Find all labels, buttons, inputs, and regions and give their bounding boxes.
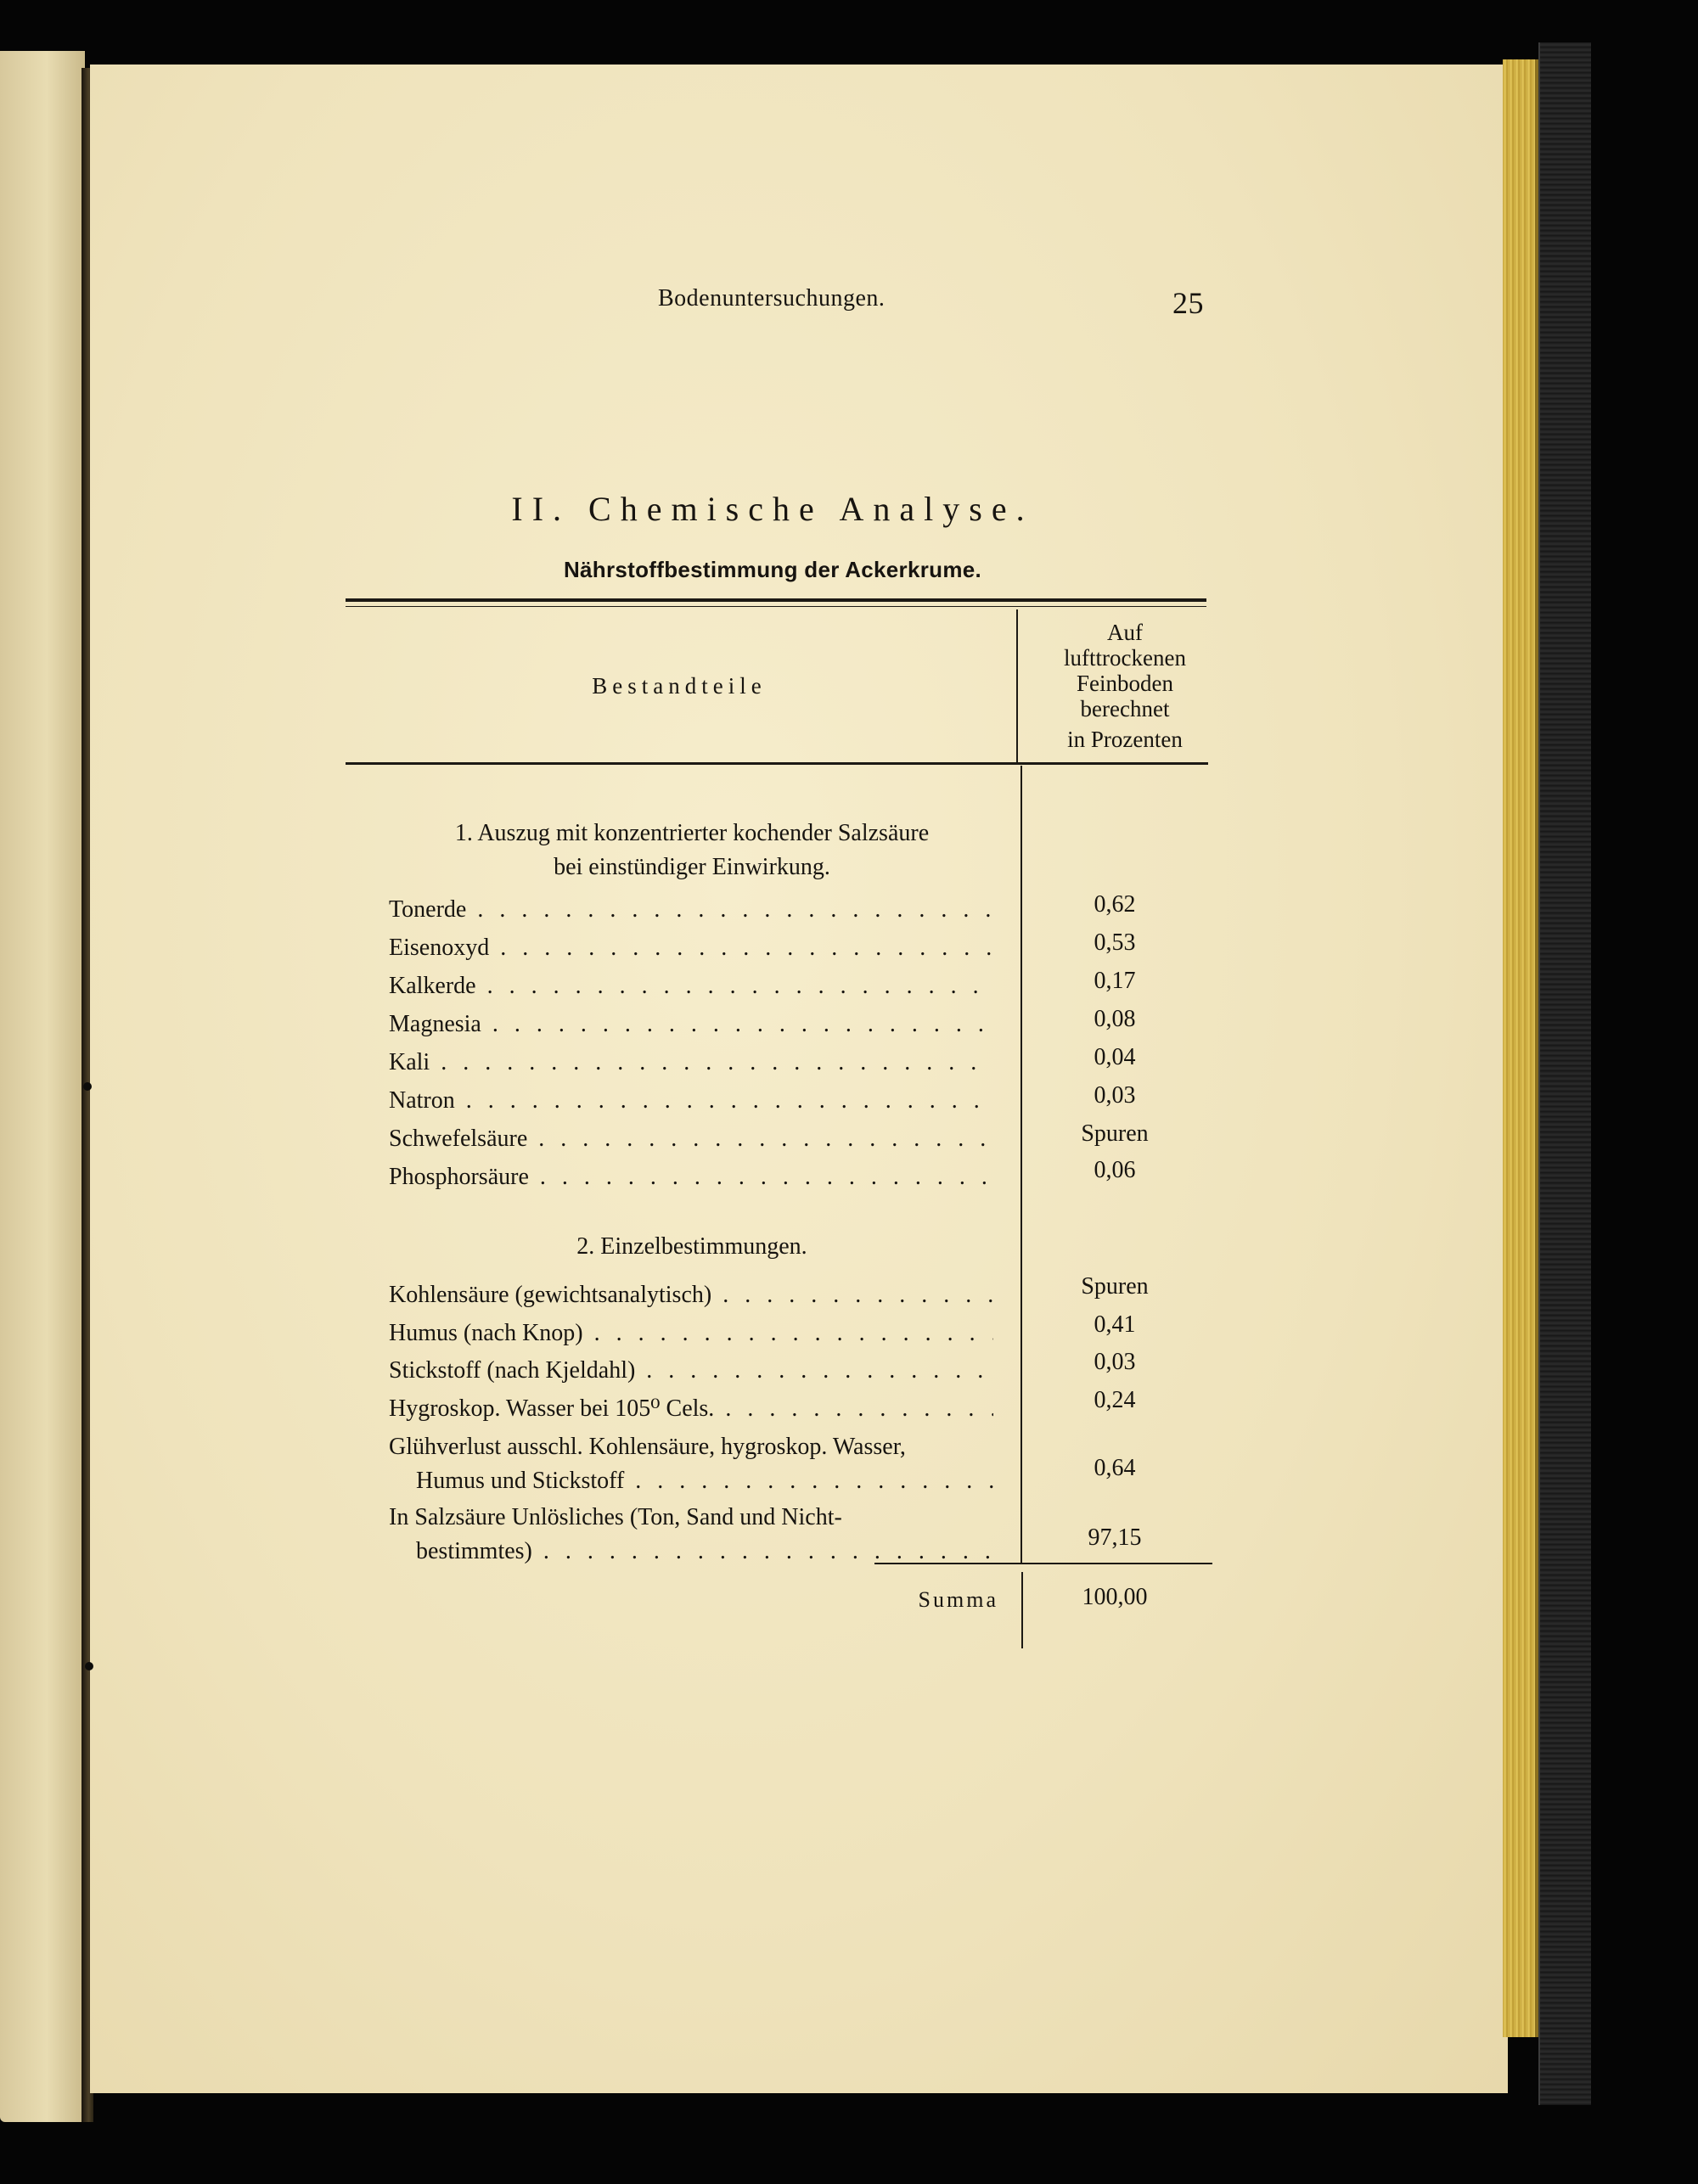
page-block-edges [1503, 59, 1538, 2037]
table-row [389, 1046, 993, 1080]
table-top-rule-thin [346, 606, 1206, 607]
section2-heading: 2. Einzelbestimmungen. [576, 1233, 807, 1260]
row-value: Spuren [1081, 1120, 1149, 1147]
header-bottom-rule [346, 762, 1208, 765]
column-header-bestandteile: Bestandteile [592, 673, 767, 699]
left-page-edge [0, 51, 85, 2122]
table-row [389, 1392, 993, 1426]
table-row [389, 969, 993, 1003]
section1-heading-line: bei einstündiger Einwirkung. [554, 854, 830, 880]
row-value: 0,17 [1094, 968, 1136, 994]
page-number: 25 [1172, 286, 1204, 320]
table-row [389, 1122, 993, 1156]
table-row [389, 1501, 993, 1535]
column-header-line: Auf [1107, 620, 1143, 645]
row-value: 0,03 [1094, 1082, 1136, 1109]
table-row [389, 1278, 993, 1312]
row-value: 0,62 [1094, 891, 1136, 918]
row-value: 97,15 [1088, 1524, 1142, 1551]
row-label: bestimmtes) . . . [389, 1535, 993, 1569]
row-value: 0,53 [1094, 929, 1136, 956]
row-value: 0,64 [1094, 1455, 1136, 1481]
row-label: Glühverlust ausschl. Kohlensäure, hygroskop. Wasser, [389, 1434, 906, 1460]
row-label: Kohlensäure (gewichtsanalytisch) . . . [389, 1278, 993, 1312]
section-title: II. Chemische Analyse. [511, 490, 1034, 528]
row-value: 0,08 [1094, 1006, 1136, 1032]
column-header-percent [1023, 620, 1227, 752]
column-header-line: lufttrockenen [1064, 645, 1186, 671]
row-label: Tonerde . . . [389, 893, 993, 927]
row-value: 0,06 [1094, 1157, 1136, 1183]
row-label: Eisenoxyd . . . [389, 931, 993, 965]
body-column-divider [1020, 766, 1022, 1564]
table-row [389, 1317, 993, 1350]
column-header-line: in Prozenten [1067, 727, 1183, 752]
table-row [389, 1008, 993, 1041]
row-value: 0,04 [1094, 1044, 1136, 1070]
row-label: Natron . . . [389, 1084, 993, 1118]
binding-thread [83, 1082, 92, 1091]
row-label: Hygroskop. Wasser bei 105⁰ Cels. . . . [389, 1392, 993, 1426]
binding-thread [85, 1662, 93, 1670]
table-row-continuation [389, 1535, 993, 1569]
row-label: Schwefelsäure . . . [389, 1122, 993, 1156]
table-subtitle: Nährstoffbestimmung der Ackerkrume. [563, 557, 982, 582]
table-row [389, 1354, 993, 1388]
column-header-line: berechnet [1080, 696, 1170, 721]
running-title: Bodenuntersuchungen. [658, 285, 886, 312]
table-row [389, 1430, 993, 1464]
row-value: 0,03 [1094, 1349, 1136, 1375]
section1-heading-line: 1. Auszug mit konzentrierter kochender Salzsäure [454, 820, 930, 846]
table-row [389, 1084, 993, 1118]
table-row-continuation [389, 1464, 993, 1498]
row-value: 0,24 [1094, 1387, 1136, 1413]
row-label: Kalkerde . . . [389, 969, 993, 1003]
summa-value: 100,00 [1082, 1584, 1148, 1610]
row-label: Humus und Stickstoff . . . [389, 1464, 993, 1498]
section1-heading [386, 817, 998, 884]
row-label: Stickstoff (nach Kjeldahl) . . . [389, 1354, 993, 1388]
book-cover [1538, 42, 1591, 2105]
header-column-divider [1016, 609, 1018, 764]
table-row [389, 931, 993, 965]
table-top-rule-thick [346, 598, 1206, 602]
summa-label: Summa [918, 1587, 998, 1612]
sum-column-divider [1021, 1572, 1023, 1648]
table-row [389, 893, 993, 927]
row-label: Phosphorsäure . . . [389, 1160, 993, 1194]
row-label: Magnesia . . . [389, 1008, 993, 1041]
row-value: 0,41 [1094, 1311, 1136, 1338]
row-label: In Salzsäure Unlösliches (Ton, Sand und Nicht- [389, 1504, 842, 1530]
table-row [389, 1160, 993, 1194]
row-label: Humus (nach Knop) . . . [389, 1317, 993, 1350]
row-label: Kali . . . [389, 1046, 993, 1080]
row-value: Spuren [1081, 1273, 1149, 1300]
column-header-line: Feinboden [1077, 671, 1173, 696]
